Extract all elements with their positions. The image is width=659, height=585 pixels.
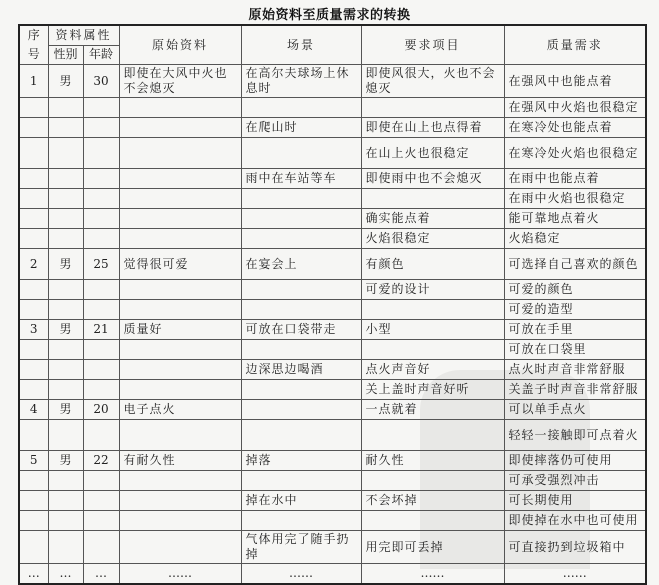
cell-requirement: 点火声音好 <box>361 360 504 380</box>
cell-quality: …… <box>504 564 646 585</box>
cell-requirement: 即使雨中也不会熄灭 <box>361 169 504 189</box>
cell-scene <box>241 400 361 420</box>
cell-age <box>83 138 119 169</box>
cell-gender <box>48 420 83 451</box>
cell-scene <box>241 138 361 169</box>
cell-scene: …… <box>241 564 361 585</box>
cell-gender: 男 <box>48 249 83 280</box>
cell-gender: 男 <box>48 65 83 98</box>
cell-scene: 在爬山时 <box>241 118 361 138</box>
cell-gender <box>48 471 83 491</box>
cell-requirement: 耐久性 <box>361 451 504 471</box>
cell-requirement <box>361 340 504 360</box>
cell-raw <box>119 169 241 189</box>
cell-scene <box>241 420 361 451</box>
cell-raw <box>119 189 241 209</box>
cell-requirement <box>361 189 504 209</box>
cell-age <box>83 340 119 360</box>
cell-requirement: 关上盖时声音好听 <box>361 380 504 400</box>
cell-seq <box>19 491 48 511</box>
table-row <box>19 249 646 280</box>
cell-seq <box>19 511 48 531</box>
cell-gender <box>48 491 83 511</box>
cell-requirement <box>361 471 504 491</box>
cell-seq: 5 <box>19 451 48 471</box>
cell-age <box>83 471 119 491</box>
cell-scene: 掉落 <box>241 451 361 471</box>
cell-age <box>83 511 119 531</box>
cell-raw: 即使在大风中火也不会熄灭 <box>119 65 241 98</box>
cell-quality: 可承受强烈冲击 <box>504 471 646 491</box>
header-quality: 质量需求 <box>504 25 646 65</box>
cell-gender <box>48 380 83 400</box>
cell-requirement: …… <box>361 564 504 585</box>
cell-gender <box>48 118 83 138</box>
cell-seq <box>19 360 48 380</box>
cell-requirement: 可爱的设计 <box>361 280 504 300</box>
cell-quality: 即使掉在水中也可使用 <box>504 511 646 531</box>
header-raw: 原始资料 <box>119 25 241 65</box>
cell-quality: 火焰稳定 <box>504 229 646 249</box>
cell-gender <box>48 300 83 320</box>
cell-gender <box>48 280 83 300</box>
cell-raw <box>119 420 241 451</box>
cell-seq: 3 <box>19 320 48 340</box>
cell-requirement: 在山上火也很稳定 <box>361 138 504 169</box>
cell-scene: 可放在口袋带走 <box>241 320 361 340</box>
table-title: 原始资料至质量需求的转换 <box>248 8 411 23</box>
cell-age: 25 <box>83 249 119 280</box>
header-scene: 场景 <box>241 25 361 65</box>
cell-scene <box>241 229 361 249</box>
cell-gender <box>48 98 83 118</box>
cell-raw <box>119 118 241 138</box>
cell-quality: 在雨中也能点着 <box>504 169 646 189</box>
cell-quality: 在强风中也能点着 <box>504 65 646 98</box>
cell-seq <box>19 118 48 138</box>
cell-requirement: 确实能点着 <box>361 209 504 229</box>
cell-scene: 边深思边喝酒 <box>241 360 361 380</box>
table-row <box>19 169 646 189</box>
cell-raw: 电子点火 <box>119 400 241 420</box>
cell-seq: 4 <box>19 400 48 420</box>
cell-scene <box>241 280 361 300</box>
cell-raw <box>119 229 241 249</box>
cell-scene <box>241 340 361 360</box>
cell-age <box>83 280 119 300</box>
cell-quality: 可放在口袋里 <box>504 340 646 360</box>
cell-requirement <box>361 511 504 531</box>
cell-age <box>83 420 119 451</box>
cell-age <box>83 169 119 189</box>
cell-gender <box>48 229 83 249</box>
header-age: 年龄 <box>83 45 119 64</box>
cell-age <box>83 380 119 400</box>
cell-raw <box>119 300 241 320</box>
cell-quality: 在寒冷处火焰也很稳定 <box>504 138 646 169</box>
cell-seq <box>19 471 48 491</box>
cell-seq <box>19 209 48 229</box>
cell-seq <box>19 189 48 209</box>
cell-seq <box>19 380 48 400</box>
table-row <box>19 400 646 420</box>
cell-gender <box>48 531 83 564</box>
cell-requirement: 一点就着 <box>361 400 504 420</box>
cell-seq <box>19 98 48 118</box>
cell-raw: 觉得很可爱 <box>119 249 241 280</box>
cell-scene <box>241 471 361 491</box>
cell-seq <box>19 340 48 360</box>
cell-age <box>83 229 119 249</box>
cell-gender <box>48 169 83 189</box>
cell-age <box>83 531 119 564</box>
cell-age: 20 <box>83 400 119 420</box>
cell-raw <box>119 209 241 229</box>
cell-requirement <box>361 420 504 451</box>
cell-scene: 在宴会上 <box>241 249 361 280</box>
cell-gender <box>48 209 83 229</box>
cell-gender: 男 <box>48 400 83 420</box>
table-row <box>19 118 646 138</box>
table-row <box>19 209 646 229</box>
table-row <box>19 531 646 564</box>
table-row <box>19 229 646 249</box>
header-attr-group: 资料属性 <box>48 25 119 45</box>
cell-raw <box>119 511 241 531</box>
cell-gender: 男 <box>48 451 83 471</box>
cell-raw <box>119 280 241 300</box>
cell-age: 30 <box>83 65 119 98</box>
cell-seq: 2 <box>19 249 48 280</box>
cell-seq <box>19 300 48 320</box>
table-row <box>19 420 646 451</box>
table-row <box>19 98 646 118</box>
cell-quality: 可以单手点火 <box>504 400 646 420</box>
cell-gender: 男 <box>48 320 83 340</box>
table-row <box>19 65 646 98</box>
cell-seq <box>19 531 48 564</box>
cell-scene <box>241 209 361 229</box>
cell-quality: 可放在手里 <box>504 320 646 340</box>
cell-seq <box>19 420 48 451</box>
cell-age: 21 <box>83 320 119 340</box>
cell-raw <box>119 471 241 491</box>
cell-seq: … <box>19 564 48 585</box>
header-seq: 序号 <box>19 25 48 65</box>
table-row <box>19 511 646 531</box>
cell-raw <box>119 491 241 511</box>
cell-requirement: 有颜色 <box>361 249 504 280</box>
cell-gender <box>48 138 83 169</box>
cell-quality: 可直接扔到垃圾箱中 <box>504 531 646 564</box>
header-requirement: 要求项目 <box>361 25 504 65</box>
table-row <box>19 471 646 491</box>
cell-requirement <box>361 98 504 118</box>
cell-requirement: 火焰很稳定 <box>361 229 504 249</box>
table-row <box>19 280 646 300</box>
cell-scene: 气体用完了随手扔掉 <box>241 531 361 564</box>
cell-age <box>83 491 119 511</box>
cell-seq <box>19 229 48 249</box>
cell-gender <box>48 360 83 380</box>
cell-scene <box>241 380 361 400</box>
cell-gender <box>48 189 83 209</box>
cell-quality: 在强风中火焰也很稳定 <box>504 98 646 118</box>
table-row <box>19 340 646 360</box>
cell-quality: 关盖子时声音非常舒服 <box>504 380 646 400</box>
cell-quality: 轻轻一接触即可点着火 <box>504 420 646 451</box>
cell-requirement: 用完即可丢掉 <box>361 531 504 564</box>
cell-quality: 在寒冷处也能点着 <box>504 118 646 138</box>
table-row <box>19 380 646 400</box>
cell-quality: 可爱的颜色 <box>504 280 646 300</box>
cell-quality: 点火时声音非常舒服 <box>504 360 646 380</box>
cell-scene <box>241 300 361 320</box>
cell-quality: 即使摔落仍可使用 <box>504 451 646 471</box>
cell-requirement: 不会坏掉 <box>361 491 504 511</box>
cell-raw <box>119 531 241 564</box>
cell-age: 22 <box>83 451 119 471</box>
cell-gender <box>48 340 83 360</box>
cell-age <box>83 189 119 209</box>
table-row <box>19 189 646 209</box>
cell-seq <box>19 169 48 189</box>
table-row <box>19 491 646 511</box>
table-row <box>19 138 646 169</box>
cell-age <box>83 118 119 138</box>
cell-scene <box>241 511 361 531</box>
cell-age <box>83 300 119 320</box>
cell-scene: 掉在水中 <box>241 491 361 511</box>
cell-quality: 在雨中火焰也很稳定 <box>504 189 646 209</box>
cell-seq: 1 <box>19 65 48 98</box>
cell-age: … <box>83 564 119 585</box>
cell-raw: 质量好 <box>119 320 241 340</box>
table-row <box>19 360 646 380</box>
cell-raw <box>119 98 241 118</box>
cell-scene <box>241 98 361 118</box>
cell-raw <box>119 360 241 380</box>
cell-raw <box>119 340 241 360</box>
cell-quality: 可爱的造型 <box>504 300 646 320</box>
cell-age <box>83 98 119 118</box>
cell-requirement: 即使在山上也点得着 <box>361 118 504 138</box>
header-gender: 性别 <box>48 45 83 64</box>
cell-raw: …… <box>119 564 241 585</box>
table-row <box>19 451 646 471</box>
cell-requirement: 即使风很大，火也不会熄灭 <box>361 65 504 98</box>
cell-scene: 雨中在车站等车 <box>241 169 361 189</box>
cell-quality: 可长期使用 <box>504 491 646 511</box>
table-row <box>19 320 646 340</box>
table-row <box>19 564 646 585</box>
cell-gender: … <box>48 564 83 585</box>
cell-scene: 在高尔夫球场上休息时 <box>241 65 361 98</box>
cell-raw <box>119 138 241 169</box>
cell-seq <box>19 280 48 300</box>
cell-scene <box>241 189 361 209</box>
cell-requirement: 小型 <box>361 320 504 340</box>
cell-quality: 能可靠地点着火 <box>504 209 646 229</box>
cell-age <box>83 360 119 380</box>
cell-requirement <box>361 300 504 320</box>
cell-age <box>83 209 119 229</box>
cell-gender <box>48 511 83 531</box>
cell-seq <box>19 138 48 169</box>
cell-quality: 可选择自己喜欢的颜色 <box>504 249 646 280</box>
cell-raw: 有耐久性 <box>119 451 241 471</box>
table-row <box>19 300 646 320</box>
conversion-table <box>18 24 647 585</box>
cell-raw <box>119 380 241 400</box>
